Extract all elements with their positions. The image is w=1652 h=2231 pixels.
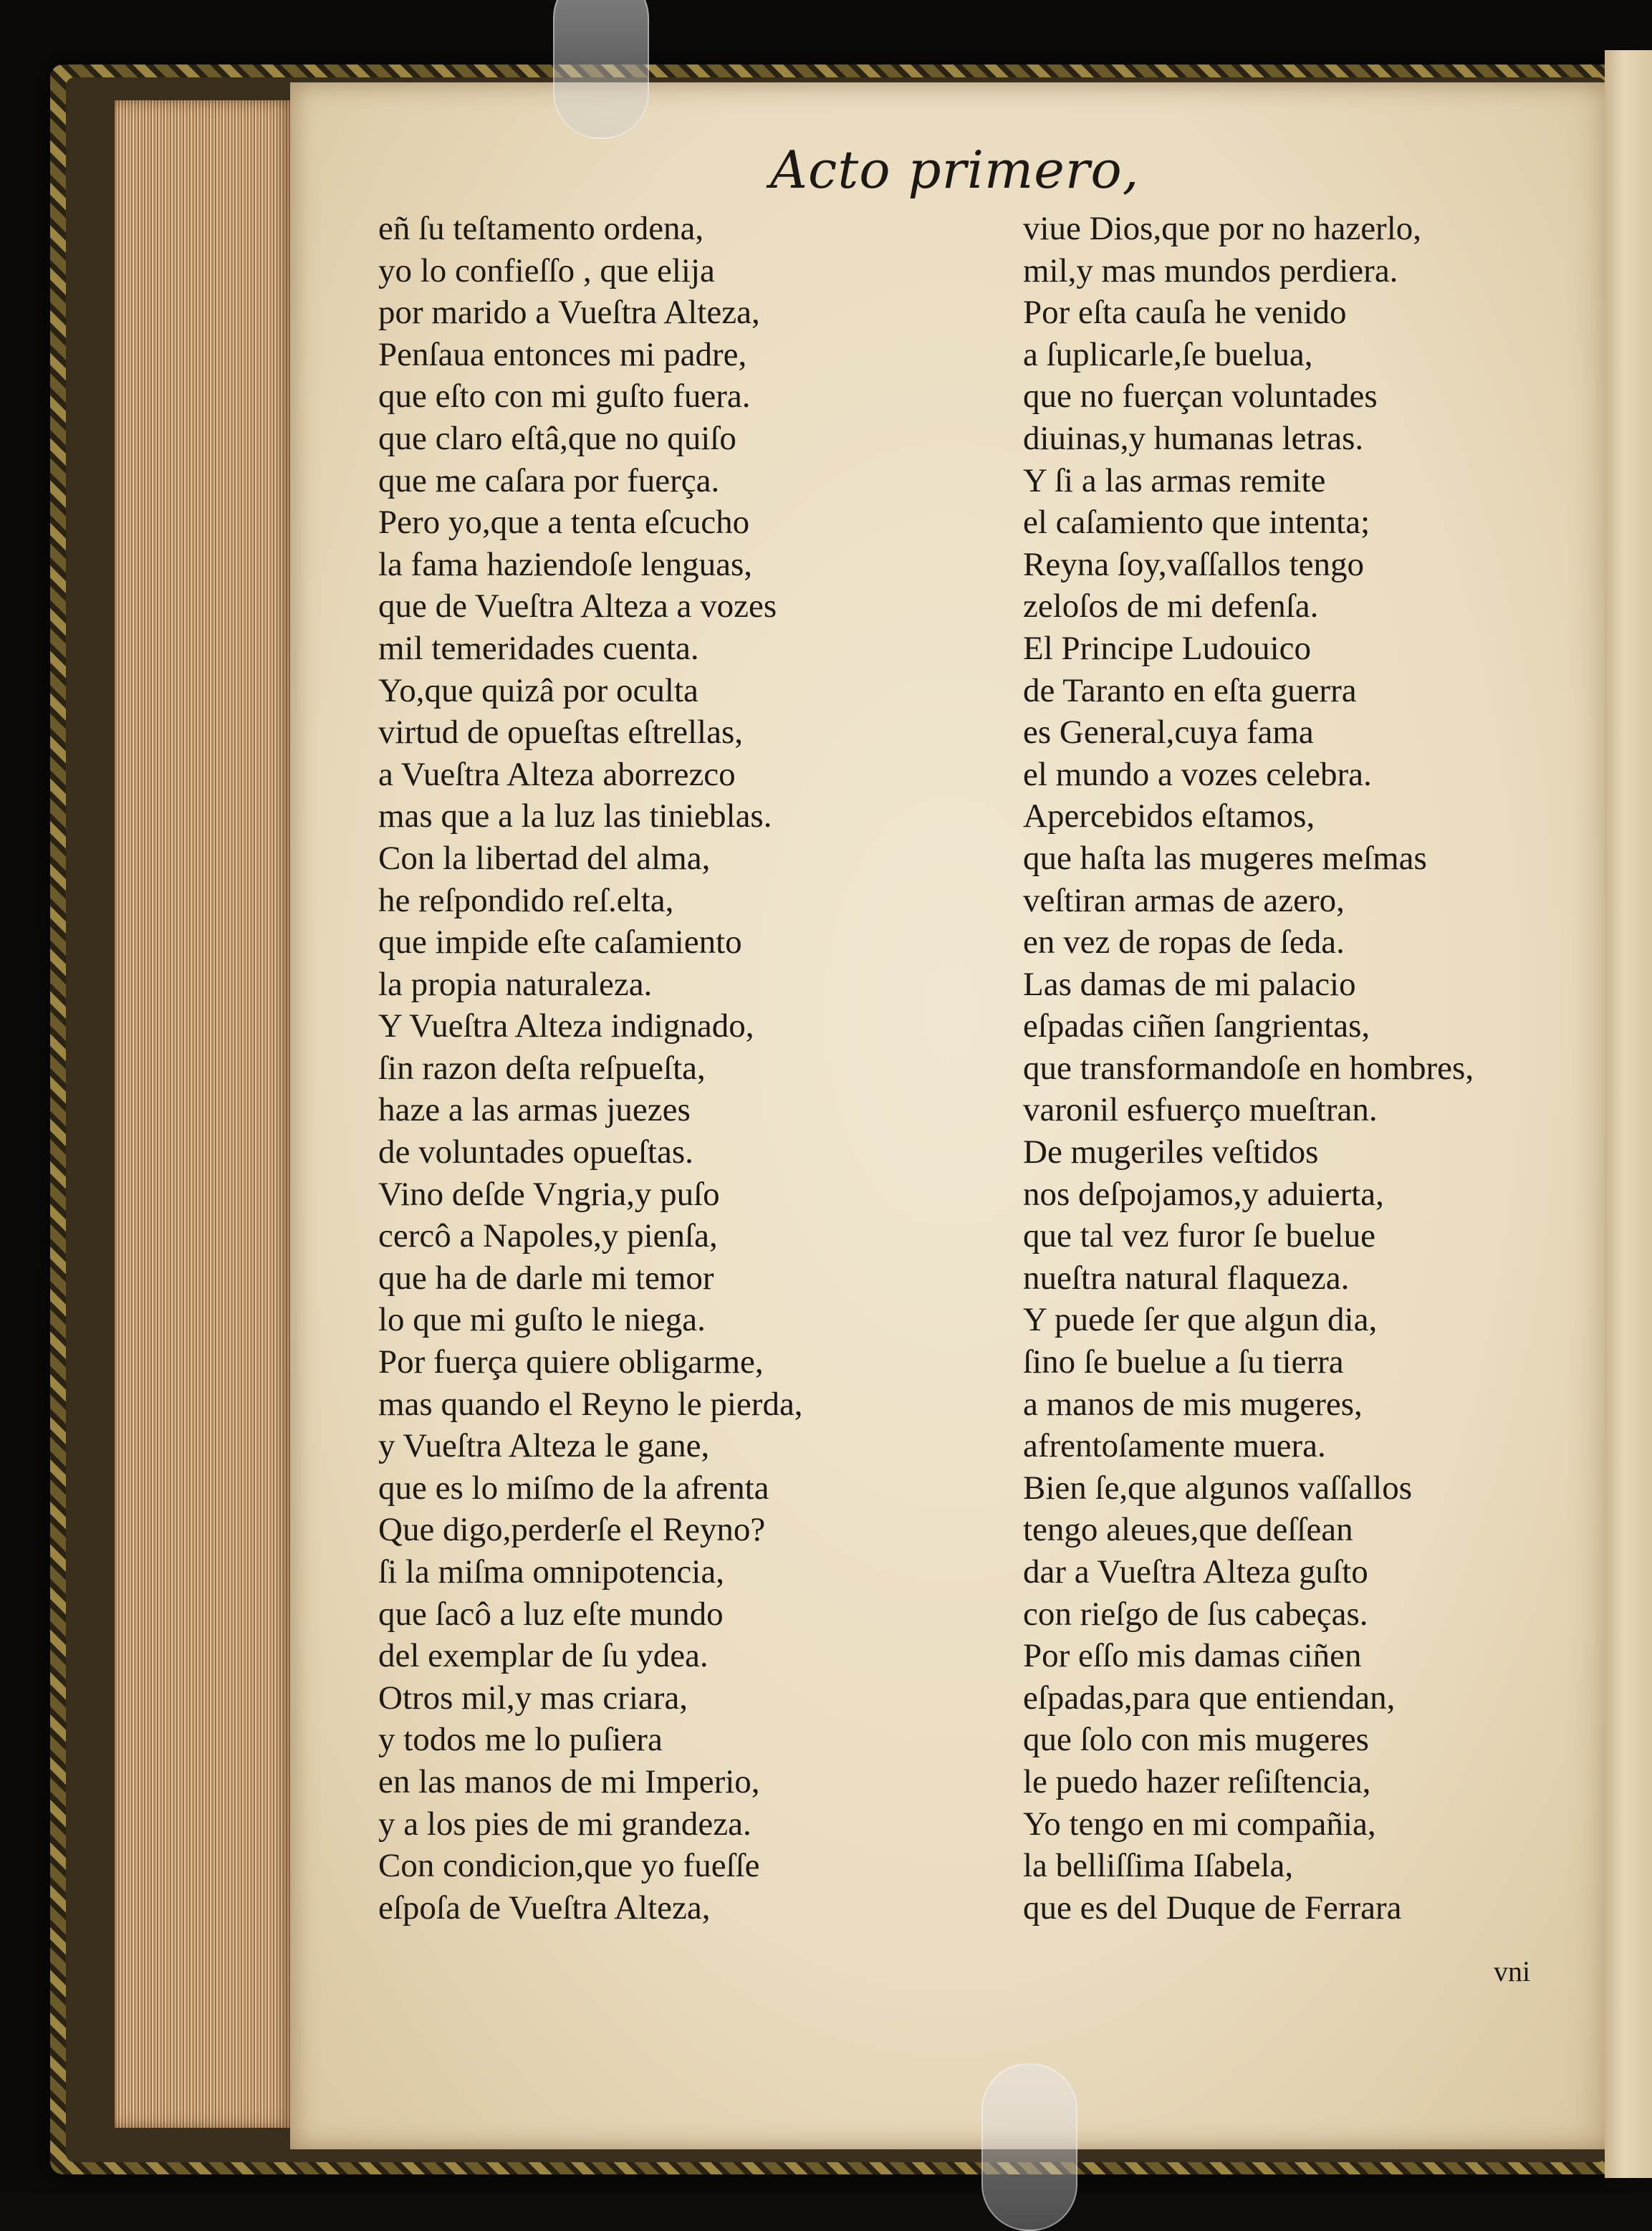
verse-line: afrentoſamente muera. [1023, 1427, 1326, 1465]
verse-line: haze a las armas juezes [378, 1091, 691, 1129]
verse-line: ſin razon deſta reſpueſta, [378, 1049, 706, 1087]
verse-line: y a los pies de mi grandeza. [378, 1805, 751, 1843]
verse-line: nos deſpojamos,y aduierta, [1023, 1175, 1384, 1213]
verse-line: Yo tengo en mi compañia, [1023, 1805, 1376, 1843]
verse-line: mil temeridades cuenta. [378, 629, 699, 667]
verse-line: Las damas de mi palacio [1023, 965, 1356, 1003]
verse-line: Por fuerça quiere obligarme, [378, 1343, 764, 1381]
verse-line: Vino deſde Vngria,y puſo [378, 1175, 720, 1213]
verse-line: ſino ſe buelue a ſu tierra [1023, 1343, 1344, 1381]
verse-line: a manos de mis mugeres, [1023, 1385, 1363, 1423]
signature-mark: vni [1494, 1955, 1531, 1987]
verse-line: que no fuerçan voluntades [1023, 378, 1378, 416]
verse-line: la propia naturaleza. [378, 965, 653, 1003]
verse-line: que de Vueſtra Alteza a vozes [378, 587, 777, 625]
verse-line: Pero yo,que a tenta eſcucho [378, 504, 750, 542]
verse-line: en vez de ropas de ſeda. [1023, 923, 1345, 961]
verse-line: el caſamiento que intenta; [1023, 504, 1370, 542]
verse-line: zeloſos de mi defenſa. [1023, 587, 1319, 625]
verse-line: mil,y mas mundos perdiera. [1023, 251, 1398, 289]
verse-line: que ſacô a luz eſte mundo [378, 1595, 724, 1633]
verse-line: lo que mi guſto le niega. [378, 1301, 706, 1339]
verse-line: Y puede ſer que algun dia, [1023, 1301, 1378, 1339]
running-head: Acto primero, [770, 140, 1140, 200]
verse-line: y todos me lo puſiera [378, 1721, 663, 1759]
verse-line: del exemplar de ſu ydea. [378, 1637, 709, 1675]
verse-line: nueſtra natural flaqueza. [1023, 1259, 1350, 1297]
verse-line: a Vueſtra Alteza aborrezco [378, 755, 736, 793]
verse-line: que ha de darle mi temor [378, 1259, 714, 1297]
verse-line: Que digo,perderſe el Reyno? [378, 1511, 766, 1549]
page-edges [115, 100, 294, 2128]
verse-line: diuinas,y humanas letras. [1023, 419, 1364, 457]
verse-line: Reyna ſoy,vaſſallos tengo [1023, 545, 1364, 583]
verse-line: con rieſgo de ſus cabeças. [1023, 1595, 1368, 1633]
verse-line: la fama haziendoſe lenguas, [378, 545, 752, 583]
verse-line: Otros mil,y mas criara, [378, 1679, 688, 1717]
verse-line: eſpadas ciñen ſangrientas, [1023, 1007, 1370, 1045]
verse-line: eſpoſa de Vueſtra Alteza, [378, 1889, 711, 1927]
verse-line: Yo,que quizâ por oculta [378, 671, 698, 709]
verse-line: he reſpondido reſ.elta, [378, 881, 674, 919]
verse-line: de voluntades opueſtas. [378, 1133, 693, 1171]
verse-line: varonil esfuerço mueſtran. [1023, 1091, 1378, 1129]
verse-line: eñ ſu teſtamento ordena, [378, 210, 704, 247]
verse-line: Penſaua entonces mi padre, [378, 335, 747, 373]
verse-line: yo lo confieſſo , que elija [378, 251, 715, 289]
verse-line: que haſta las mugeres meſmas [1023, 839, 1427, 877]
verse-line: la belliſſima Iſabela, [1023, 1847, 1294, 1885]
verse-line: mas que a la luz las tinieblas. [378, 797, 772, 835]
verse-line: el mundo a vozes celebra. [1023, 755, 1372, 793]
verse-line: Por eſſo mis damas ciñen [1023, 1637, 1362, 1675]
verse-line: en las manos de mi Imperio, [378, 1762, 760, 1800]
next-page-edge [1605, 50, 1652, 2178]
verse-line: virtud de opueſtas eſtrellas, [378, 714, 744, 752]
verse-line: y Vueſtra Alteza le gane, [378, 1427, 710, 1465]
verse-line: Con condicion,que yo fueſſe [378, 1847, 760, 1885]
verse-line: que eſto con mi guſto fuera. [378, 378, 751, 416]
verse-line: tengo aleues,que deſſean [1023, 1511, 1353, 1549]
verse-line: que es del Duque de Ferrara [1023, 1889, 1402, 1927]
verse-line: que tal vez furor ſe buelue [1023, 1217, 1375, 1255]
verse-line: Por eſta cauſa he venido [1023, 294, 1347, 332]
verse-line: Y ſi a las armas remite [1023, 461, 1326, 499]
verse-line: que es lo miſmo de la afrenta [378, 1469, 769, 1507]
verse-line: De mugeriles veſtidos [1023, 1133, 1319, 1171]
book-clip-top [553, 0, 649, 139]
verse-line: Bien ſe,que algunos vaſſallos [1023, 1469, 1413, 1507]
verse-line: que ſolo con mis mugeres [1023, 1721, 1369, 1759]
verse-line: de Taranto en eſta guerra [1023, 671, 1357, 709]
verse-line: viue Dios,que por no hazerlo, [1023, 210, 1422, 247]
verse-line: mas quando el Reyno le pierda, [378, 1385, 803, 1423]
verse-line: que claro eſtâ,que no quiſo [378, 419, 736, 457]
verse-line: a ſuplicarle,ſe buelua, [1023, 335, 1313, 373]
verse-line: por marido a Vueſtra Alteza, [378, 294, 760, 332]
verse-line: le puedo hazer reſiſtencia, [1023, 1762, 1371, 1800]
verse-line: eſpadas,para que entiendan, [1023, 1679, 1396, 1717]
verse-line: que me caſara por fuerça. [378, 461, 720, 499]
verse-line: Con la libertad del alma, [378, 839, 711, 877]
verse-line: Apercebidos eſtamos, [1023, 797, 1315, 835]
book-clip-bottom [981, 2063, 1077, 2231]
left-column [378, 208, 803, 1929]
verse-line: veſtiran armas de azero, [1023, 881, 1345, 919]
right-column [1023, 208, 1474, 1929]
verse-line: ſi la miſma omnipotencia, [378, 1553, 724, 1591]
verse-line: es General,cuya fama [1023, 714, 1314, 752]
verse-line: que impide eſte caſamiento [378, 923, 742, 961]
verse-line: Y Vueſtra Alteza indignado, [378, 1007, 754, 1045]
verse-line: cercô a Napoles,y pienſa, [378, 1217, 718, 1255]
verse-line: que transformandoſe en hombres, [1023, 1049, 1474, 1087]
verse-line: El Principe Ludouico [1023, 629, 1312, 667]
verse-line: dar a Vueſtra Alteza guſto [1023, 1553, 1368, 1591]
